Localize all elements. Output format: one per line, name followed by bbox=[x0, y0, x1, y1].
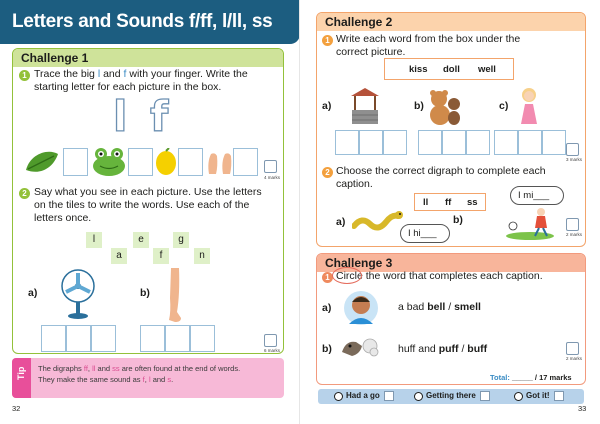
rating-getting-there[interactable] bbox=[414, 391, 490, 401]
q1-letter-f: f bbox=[123, 68, 127, 80]
c2-q1-text-a: Write each word from the box under the bbox=[336, 33, 521, 45]
answer-box-a-3[interactable] bbox=[91, 325, 116, 352]
c3-b-option-buff[interactable]: buff bbox=[467, 343, 488, 355]
c3-label-a: a) bbox=[322, 302, 332, 314]
c3-a-option-smell[interactable]: smell bbox=[454, 301, 481, 313]
tip-p3: They make the same sound as bbox=[38, 375, 141, 384]
self-rating-bar bbox=[318, 389, 584, 404]
boy-holding-nose-image bbox=[343, 290, 379, 326]
digraph-ff: ff bbox=[445, 197, 452, 208]
word-kiss: kiss bbox=[409, 64, 428, 75]
c2-answer-b-2[interactable] bbox=[442, 130, 466, 155]
rating-had-a-go[interactable] bbox=[334, 391, 394, 401]
c2-q2-label-a: a) bbox=[336, 216, 346, 228]
c2-answer-b-3[interactable] bbox=[466, 130, 490, 155]
doll-image bbox=[515, 86, 543, 126]
challenge-2-heading: Challenge 2 bbox=[317, 13, 585, 31]
tip-label-text: Tip bbox=[16, 366, 26, 380]
answer-box-a-2[interactable] bbox=[66, 325, 91, 352]
tip-p1: The digraphs bbox=[38, 364, 82, 373]
c3-marks-box[interactable] bbox=[566, 342, 579, 355]
frog-image bbox=[90, 146, 128, 178]
answer-box-b-2[interactable] bbox=[165, 325, 190, 352]
tip-ll: ll bbox=[92, 364, 96, 373]
tip-p2: are often found at the end of words. bbox=[121, 364, 241, 373]
tip-and-2: and bbox=[152, 375, 166, 384]
answer-box-b-3[interactable] bbox=[190, 325, 215, 352]
page-number-left: 32 bbox=[12, 404, 21, 413]
question-number-2: 2 bbox=[19, 188, 30, 199]
digraph-box bbox=[414, 193, 486, 211]
letter-tile-n: n bbox=[194, 248, 210, 264]
tip-f: f bbox=[142, 375, 145, 384]
speech-bubble-b: I mi___ bbox=[510, 186, 564, 205]
tip-ff: ff bbox=[83, 364, 88, 373]
challenge-1-heading: Challenge 1 bbox=[13, 49, 283, 67]
c2-answer-c-1[interactable] bbox=[494, 130, 518, 155]
total-value: / 17 marks bbox=[534, 373, 572, 382]
letter-tile-l: l bbox=[86, 232, 102, 248]
c3-question-number-1: 1 bbox=[322, 272, 333, 283]
page-number-right: 33 bbox=[578, 404, 587, 413]
c2-question-number-1: 1 bbox=[322, 35, 333, 46]
tip-box bbox=[12, 358, 284, 398]
q1-letter-l: l bbox=[97, 68, 101, 80]
c3-a-text: a bad bbox=[398, 301, 425, 313]
letter-tile-g: g bbox=[173, 232, 189, 248]
c2-q2-text-a: Choose the correct digraph to complete each bbox=[336, 165, 546, 177]
q1-text-and: and bbox=[103, 68, 121, 80]
tip-text bbox=[38, 363, 278, 385]
letter-tile-e: e bbox=[133, 232, 149, 248]
c2-answer-c-3[interactable] bbox=[542, 130, 566, 155]
c2-answer-b-1[interactable] bbox=[418, 130, 442, 155]
smiley-icon-3 bbox=[514, 392, 523, 401]
c2-q2-text-b: caption. bbox=[336, 178, 373, 190]
well-image bbox=[348, 86, 382, 126]
c3-b-text: huff and bbox=[398, 343, 436, 355]
c2-label-a: a) bbox=[322, 100, 332, 112]
rating-label-3: Got it! bbox=[526, 391, 550, 401]
c2-q1-text-b: correct picture. bbox=[336, 46, 406, 58]
rating-checkbox-1[interactable] bbox=[384, 391, 394, 401]
word-doll: doll bbox=[443, 64, 460, 75]
question-number-1: 1 bbox=[19, 70, 30, 81]
word-well: well bbox=[478, 64, 496, 75]
answer-box-a-1[interactable] bbox=[41, 325, 66, 352]
page-divider bbox=[299, 0, 300, 424]
marks-label-q1: 4 marks bbox=[264, 175, 281, 180]
c3-caption-a bbox=[398, 301, 481, 314]
answer-box-leaf[interactable] bbox=[63, 148, 88, 176]
feet-image bbox=[206, 150, 234, 176]
total-label: Total: bbox=[490, 373, 510, 382]
tip-comma-2: , bbox=[144, 375, 147, 384]
lemon-image bbox=[154, 148, 178, 176]
q2-text-b: on the tiles to write the words. Use each of the bbox=[34, 199, 250, 211]
c3-label-b: b) bbox=[322, 343, 332, 355]
tip-label bbox=[12, 358, 31, 398]
c2-label-b: b) bbox=[414, 100, 424, 112]
football-image bbox=[505, 206, 555, 240]
answer-box-b-1[interactable] bbox=[140, 325, 165, 352]
c3-caption-b bbox=[398, 343, 487, 356]
total-blank[interactable]: _____ bbox=[511, 373, 533, 382]
tip-ss: ss bbox=[112, 364, 120, 373]
rating-checkbox-3[interactable] bbox=[554, 391, 564, 401]
digraph-ss: ss bbox=[467, 197, 478, 208]
c3-a-separator: / bbox=[448, 301, 452, 313]
c2-question-1-text bbox=[336, 33, 576, 59]
page-title: Letters and Sounds f/ff, l/ll, ss bbox=[0, 0, 300, 44]
trace-letter-l[interactable]: l bbox=[113, 92, 128, 141]
circle-example-outline bbox=[332, 267, 362, 284]
c2-answer-a-2[interactable] bbox=[359, 130, 383, 155]
c3-marks-label: 2 marks bbox=[566, 356, 583, 361]
c2-answer-a-1[interactable] bbox=[335, 130, 359, 155]
question-1-text bbox=[34, 68, 284, 94]
smiley-icon-1 bbox=[334, 392, 343, 401]
challenge-3-heading: Challenge 3 bbox=[317, 254, 585, 272]
letter-tile-f: f bbox=[153, 248, 169, 264]
rating-got-it[interactable] bbox=[514, 391, 564, 401]
c2-q2-label-b: b) bbox=[453, 214, 463, 226]
c2-question-number-2: 2 bbox=[322, 167, 333, 178]
leaf-image bbox=[24, 148, 60, 176]
c3-b-separator: / bbox=[461, 343, 465, 355]
tip-and: and bbox=[97, 364, 111, 373]
wolf-blowing-image bbox=[340, 334, 380, 360]
marks-label-q2: 6 marks bbox=[264, 348, 281, 353]
c2-marks-box-q1[interactable] bbox=[566, 143, 579, 156]
c2-label-c: c) bbox=[499, 100, 509, 112]
label-a: a) bbox=[28, 287, 38, 299]
fan-image bbox=[58, 268, 98, 320]
tip-l: l bbox=[148, 375, 151, 384]
teddy-kiss-image bbox=[428, 88, 462, 126]
c3-question-1-text: Circle the word that completes each caption. bbox=[336, 270, 543, 282]
c2-marks-label-q2: 2 marks bbox=[566, 232, 583, 237]
q1-text-c: starting letter for each picture in the box. bbox=[34, 81, 222, 93]
question-2-text bbox=[34, 186, 284, 225]
tip-s: s bbox=[167, 375, 172, 384]
answer-box-feet[interactable] bbox=[233, 148, 258, 176]
letter-tile-a: a bbox=[111, 248, 127, 264]
trace-letter-f[interactable]: f bbox=[150, 92, 169, 141]
c2-marks-label-q1: 3 marks bbox=[566, 157, 583, 162]
q2-text-a: Say what you see in each picture. Use the letters bbox=[34, 186, 262, 198]
q2-text-c: letters once. bbox=[34, 212, 92, 224]
q1-text-a: Trace the big bbox=[34, 68, 95, 80]
q1-text-b: with your finger. Write the bbox=[129, 68, 248, 80]
c3-a-option-bell[interactable]: bell bbox=[427, 301, 446, 313]
rating-label-2: Getting there bbox=[426, 391, 476, 401]
tip-end: . bbox=[171, 375, 174, 384]
tip-comma: , bbox=[87, 364, 91, 373]
total-score bbox=[490, 373, 572, 382]
marks-box-q2[interactable] bbox=[264, 334, 277, 347]
label-b: b) bbox=[140, 287, 150, 299]
snake-image bbox=[352, 206, 404, 232]
rating-label-1: Had a go bbox=[346, 391, 380, 401]
rating-checkbox-2[interactable] bbox=[480, 391, 490, 401]
c2-answer-c-2[interactable] bbox=[518, 130, 542, 155]
answer-box-lemon[interactable] bbox=[178, 148, 203, 176]
leg-image bbox=[163, 268, 185, 324]
c2-marks-box-q2[interactable] bbox=[566, 218, 579, 231]
c3-b-option-puff[interactable]: puff bbox=[438, 343, 459, 355]
answer-box-frog[interactable] bbox=[128, 148, 153, 176]
digraph-ll: ll bbox=[423, 197, 429, 208]
smiley-icon-2 bbox=[414, 392, 423, 401]
c2-answer-a-3[interactable] bbox=[383, 130, 407, 155]
speech-bubble-a: I hi___ bbox=[400, 224, 450, 243]
word-box bbox=[384, 58, 514, 80]
marks-box-q1[interactable] bbox=[264, 160, 277, 173]
